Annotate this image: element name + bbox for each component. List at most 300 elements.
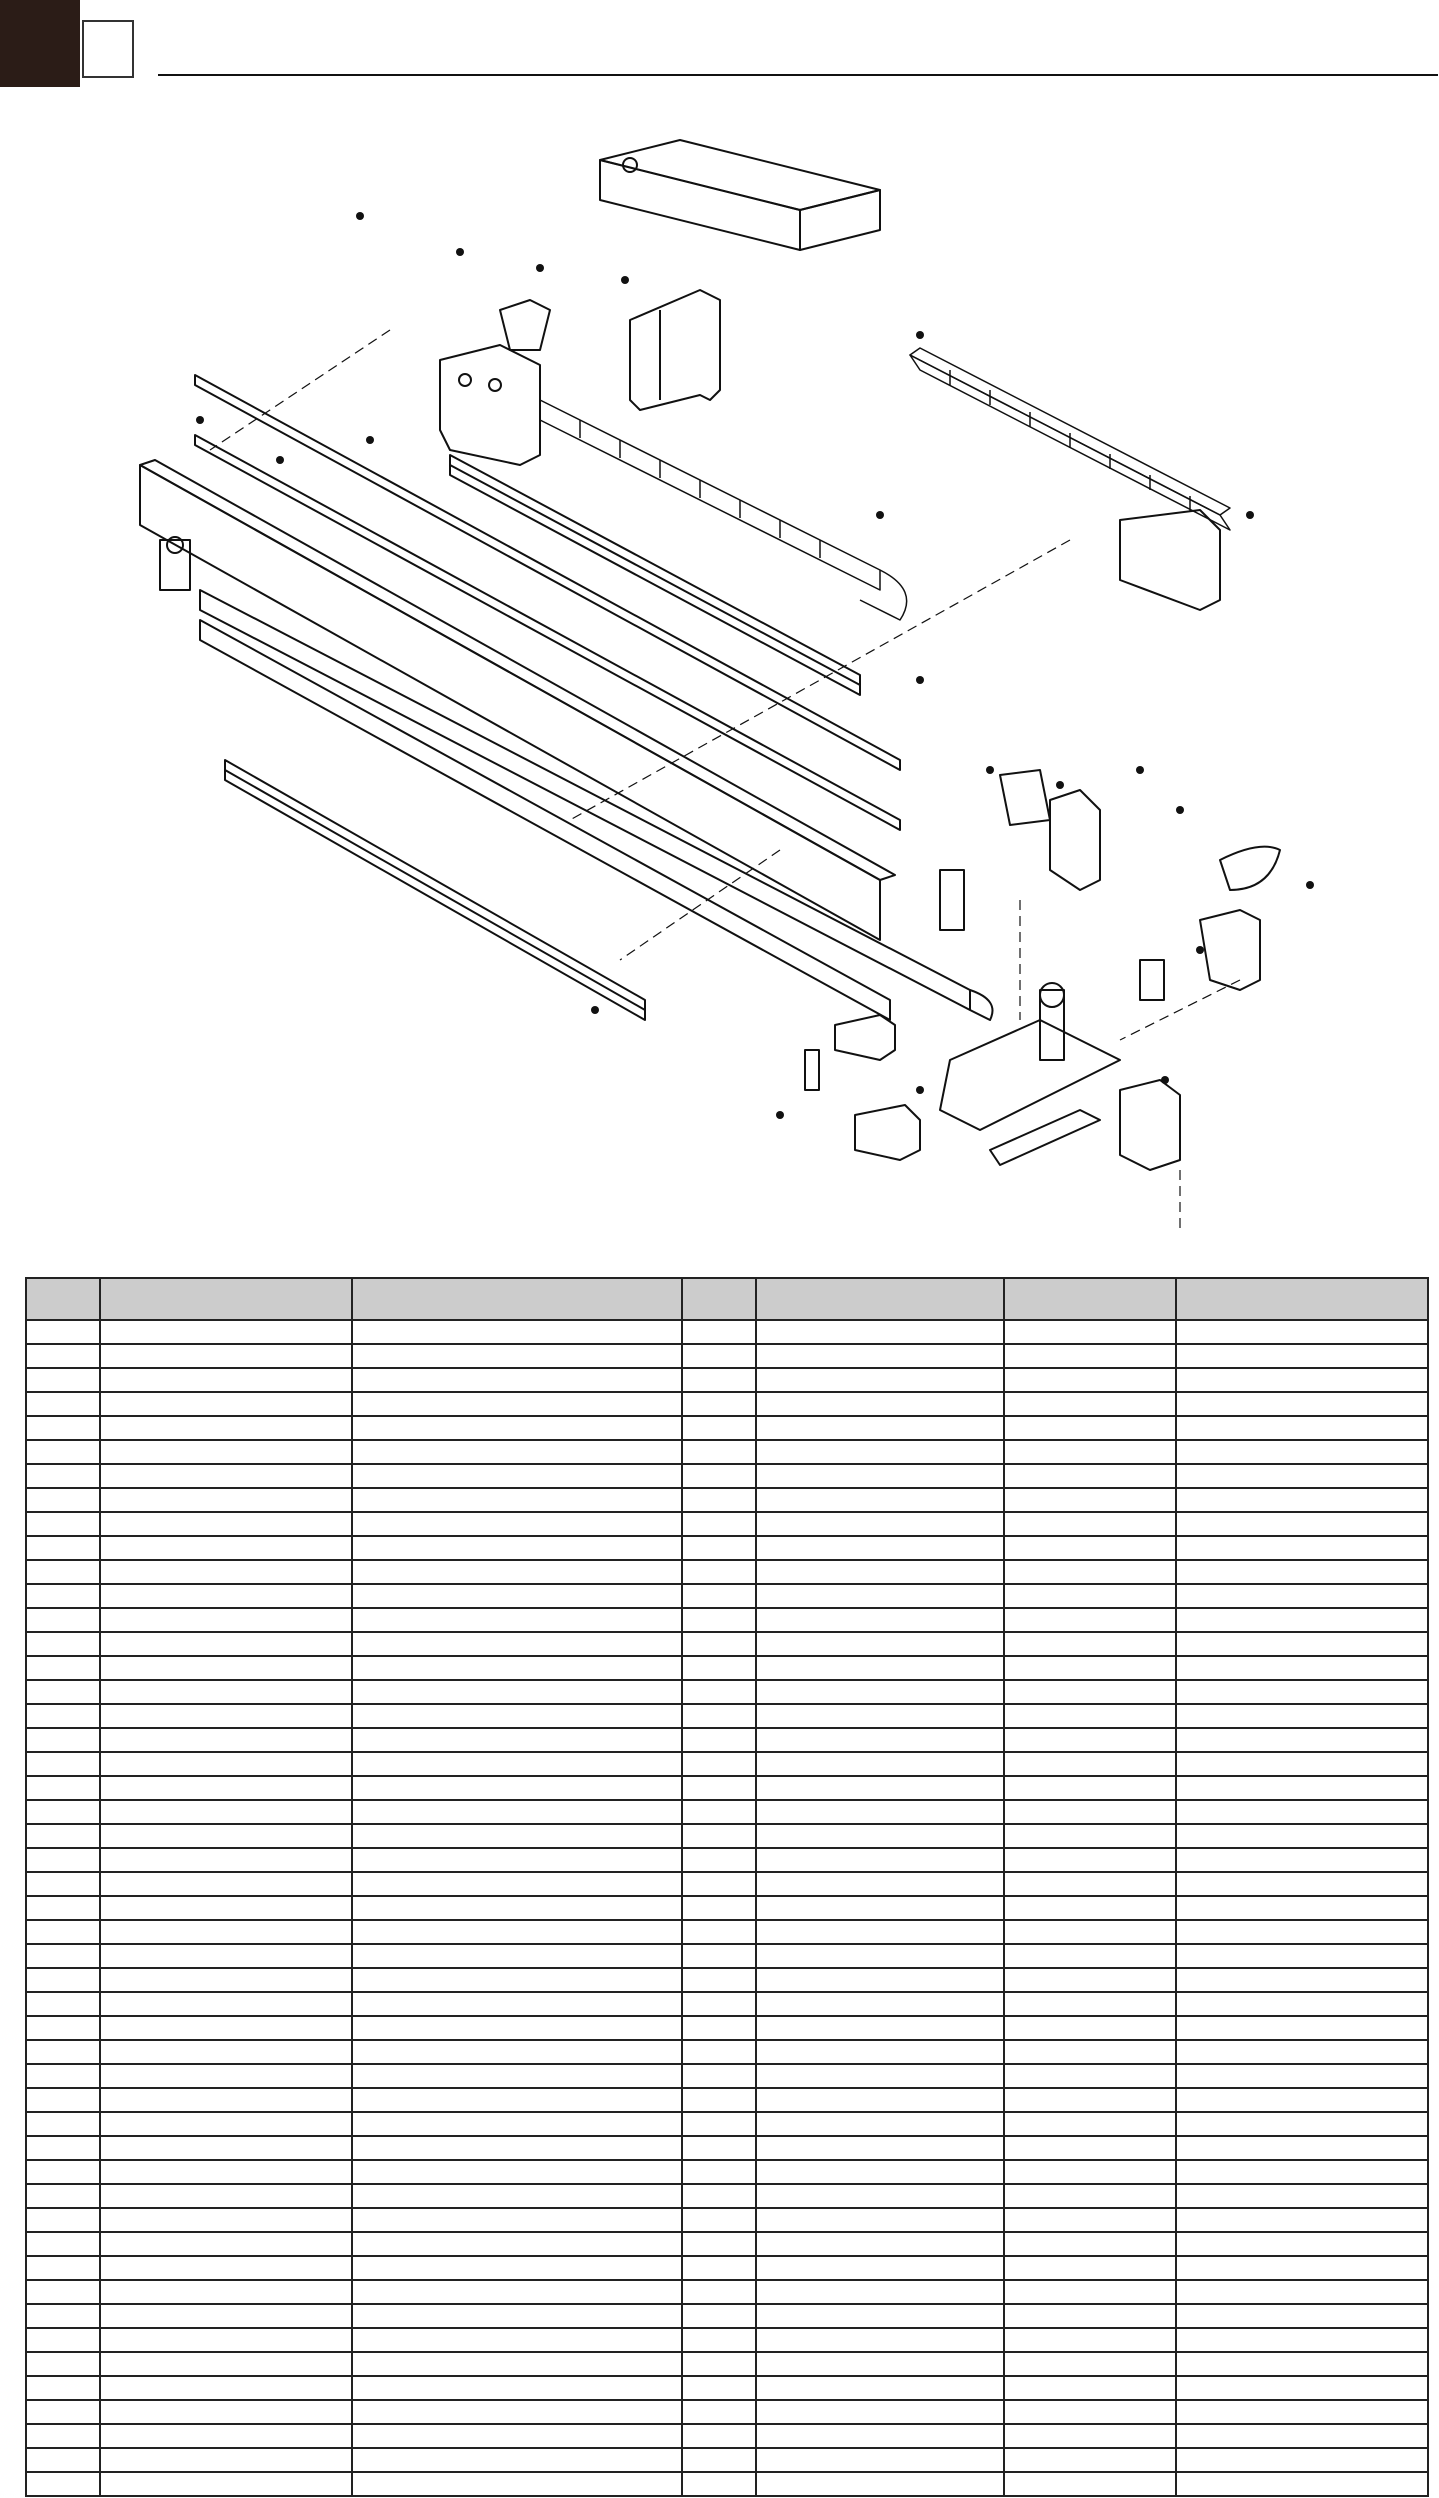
table-row (26, 2184, 1428, 2208)
table-cell (100, 1704, 352, 1728)
table-cell (100, 2088, 352, 2112)
table-cell (26, 1464, 100, 1488)
table-cell (682, 1728, 756, 1752)
table-row (26, 2472, 1428, 2496)
guide-block (1000, 770, 1050, 825)
table-cell (1004, 1656, 1176, 1680)
table-cell (1004, 1632, 1176, 1656)
lower-bracket (1120, 1080, 1180, 1170)
table-cell (682, 2040, 756, 2064)
table-cell (100, 2064, 352, 2088)
table-cell (1004, 1368, 1176, 1392)
table-cell (756, 1488, 1004, 1512)
table-cell (26, 1416, 100, 1440)
bottom-angle (225, 760, 645, 1020)
table-cell (682, 2112, 756, 2136)
table-cell (1176, 1488, 1428, 1512)
table-cell (1004, 2232, 1176, 2256)
table-cell (352, 1440, 682, 1464)
table-cell (1004, 1752, 1176, 1776)
table-cell (26, 1944, 100, 1968)
table-cell (1176, 1536, 1428, 1560)
table-cell (100, 1680, 352, 1704)
table-cell (352, 1992, 682, 2016)
table-cell (352, 1632, 682, 1656)
table-cell (682, 1920, 756, 1944)
table-cell (352, 1920, 682, 1944)
table-cell (352, 2424, 682, 2448)
table-cell (682, 1680, 756, 1704)
table-cell (756, 1344, 1004, 1368)
table-cell (100, 2232, 352, 2256)
table-cell (1176, 2112, 1428, 2136)
table-cell (100, 1776, 352, 1800)
table-cell (100, 1872, 352, 1896)
table-row (26, 1440, 1428, 1464)
table-cell (352, 2208, 682, 2232)
table-cell (682, 2160, 756, 2184)
table-cell (682, 1944, 756, 1968)
table-cell (26, 1968, 100, 1992)
table-cell (352, 1536, 682, 1560)
table-cell (1004, 1440, 1176, 1464)
table-cell (682, 1992, 756, 2016)
block-small (855, 1105, 920, 1160)
table-cell (756, 2040, 1004, 2064)
table-row (26, 1992, 1428, 2016)
table-cell (682, 2352, 756, 2376)
table-cell (756, 2352, 1004, 2376)
table-cell (100, 1944, 352, 1968)
table-cell (352, 1776, 682, 1800)
table-cell (26, 2184, 100, 2208)
table-cell (26, 2448, 100, 2472)
table-cell (1176, 2184, 1428, 2208)
table-cell (26, 1584, 100, 1608)
table-cell (352, 1944, 682, 1968)
table-cell (1004, 2112, 1176, 2136)
table-cell (1176, 2256, 1428, 2280)
table-cell (756, 2256, 1004, 2280)
table-row (26, 1488, 1428, 1512)
table-cell (1176, 1392, 1428, 1416)
table-cell (1004, 1728, 1176, 1752)
table-cell (352, 2088, 682, 2112)
table-cell (1176, 2136, 1428, 2160)
table-cell (100, 1992, 352, 2016)
table-row (26, 1512, 1428, 1536)
table-cell (352, 1752, 682, 1776)
table-row (26, 2136, 1428, 2160)
table-cell (1176, 1344, 1428, 1368)
table-cell (352, 2304, 682, 2328)
table-cell (100, 1800, 352, 1824)
col-header (26, 1278, 100, 1320)
table-row (26, 2256, 1428, 2280)
table-cell (1004, 1944, 1176, 1968)
main-beam (140, 460, 895, 940)
table-cell (756, 2136, 1004, 2160)
table-cell (352, 1512, 682, 1536)
table-cell (1176, 1320, 1428, 1344)
table-cell (352, 1728, 682, 1752)
table-cell (682, 2208, 756, 2232)
table-cell (682, 1584, 756, 1608)
table-row (26, 1536, 1428, 1560)
table-cell (352, 1824, 682, 1848)
table-cell (26, 1992, 100, 2016)
bracket-right (1200, 910, 1260, 990)
table-cell (682, 1896, 756, 1920)
table-cell (1004, 1488, 1176, 1512)
post (805, 1050, 819, 1090)
table-cell (1004, 2064, 1176, 2088)
table-cell (756, 2232, 1004, 2256)
title-rule (158, 74, 1438, 76)
table-cell (682, 1344, 756, 1368)
table-cell (1176, 1944, 1428, 1968)
table-row (26, 1680, 1428, 1704)
table-cell (352, 2232, 682, 2256)
table-row (26, 1752, 1428, 1776)
table-row (26, 1704, 1428, 1728)
table-cell (756, 1776, 1004, 1800)
table-cell (26, 2328, 100, 2352)
table-cell (26, 2472, 100, 2496)
table-cell (352, 1560, 682, 1584)
table-cell (756, 2448, 1004, 2472)
table-cell (682, 1392, 756, 1416)
table-cell (756, 2016, 1004, 2040)
table-cell (100, 2352, 352, 2376)
table-cell (1176, 1752, 1428, 1776)
section-tab-box (82, 20, 134, 78)
table-cell (756, 1608, 1004, 1632)
table-row (26, 1608, 1428, 1632)
table-cell (1004, 1560, 1176, 1584)
table-cell (100, 2328, 352, 2352)
table-cell (756, 2112, 1004, 2136)
table-cell (756, 1536, 1004, 1560)
table-cell (756, 1632, 1004, 1656)
table-body (26, 1320, 1428, 2496)
table-cell (1004, 1776, 1176, 1800)
table-cell (352, 2112, 682, 2136)
table-row (26, 1392, 1428, 1416)
table-row (26, 1920, 1428, 1944)
table-cell (682, 2064, 756, 2088)
table-cell (352, 2328, 682, 2352)
table-cell (1004, 1824, 1176, 1848)
table-cell (1004, 1872, 1176, 1896)
cable-chain-upper (910, 348, 1230, 530)
table-cell (1176, 1872, 1428, 1896)
table-cell (682, 2256, 756, 2280)
table-cell (26, 1872, 100, 1896)
table-cell (26, 1824, 100, 1848)
table-cell (100, 1560, 352, 1584)
table-cell (26, 2256, 100, 2280)
table-cell (1176, 1896, 1428, 1920)
table-cell (26, 1512, 100, 1536)
table-cell (1176, 1704, 1428, 1728)
table-cell (26, 1536, 100, 1560)
table-cell (100, 2280, 352, 2304)
table-cell (756, 1704, 1004, 1728)
table-row (26, 1896, 1428, 1920)
table-cell (26, 1656, 100, 1680)
table-cell (682, 1848, 756, 1872)
table-cell (352, 2184, 682, 2208)
table-cell (1176, 1776, 1428, 1800)
table-cell (1004, 1464, 1176, 1488)
table-cell (352, 2472, 682, 2496)
table-cell (352, 1704, 682, 1728)
table-cell (1176, 2352, 1428, 2376)
table-cell (352, 2256, 682, 2280)
table-cell (1176, 2160, 1428, 2184)
table-row (26, 1968, 1428, 1992)
table-cell (1004, 1848, 1176, 1872)
table-cell (756, 2304, 1004, 2328)
table-cell (100, 2160, 352, 2184)
table-cell (100, 2400, 352, 2424)
table-cell (1176, 2208, 1428, 2232)
base-plate (940, 1020, 1120, 1165)
table-cell (100, 2112, 352, 2136)
nozzle-cup (1220, 847, 1280, 890)
table-cell (26, 1560, 100, 1584)
table-row (26, 2208, 1428, 2232)
table-cell (1004, 2016, 1176, 2040)
top-cover-box (600, 140, 880, 250)
table-cell (1004, 2304, 1176, 2328)
table-cell (1176, 1680, 1428, 1704)
table-cell (756, 1752, 1004, 1776)
table-row (26, 2400, 1428, 2424)
table-cell (682, 1416, 756, 1440)
table-cell (100, 1824, 352, 1848)
table-cell (352, 2064, 682, 2088)
table-cell (756, 1848, 1004, 1872)
table-cell (682, 1824, 756, 1848)
table-cell (756, 2424, 1004, 2448)
table-cell (682, 1608, 756, 1632)
table-row (26, 2016, 1428, 2040)
table-cell (756, 2328, 1004, 2352)
table-cell (1176, 2064, 1428, 2088)
table-cell (682, 1776, 756, 1800)
table-cell (1176, 1584, 1428, 1608)
table-cell (1004, 1680, 1176, 1704)
table-row (26, 2448, 1428, 2472)
table-cell (26, 1344, 100, 1368)
col-header (682, 1278, 756, 1320)
table-cell (1004, 2448, 1176, 2472)
table-cell (1176, 2400, 1428, 2424)
center-bracket (630, 290, 720, 410)
table-cell (100, 1512, 352, 1536)
table-cell (1004, 1968, 1176, 1992)
table-cell (352, 2160, 682, 2184)
table-cell (1004, 1992, 1176, 2016)
table-row (26, 1656, 1428, 1680)
table-cell (26, 1728, 100, 1752)
table-cell (352, 2280, 682, 2304)
table-cell (100, 2040, 352, 2064)
cover-rail (200, 620, 890, 1020)
table-cell (26, 2400, 100, 2424)
table-cell (756, 1872, 1004, 1896)
table-cell (352, 1344, 682, 1368)
table-cell (100, 1848, 352, 1872)
table-cell (26, 1752, 100, 1776)
table-cell (682, 1800, 756, 1824)
table-cell (756, 1992, 1004, 2016)
table-cell (352, 1872, 682, 1896)
table-cell (1176, 1848, 1428, 1872)
table-cell (1176, 1440, 1428, 1464)
table-row (26, 1416, 1428, 1440)
table-cell (352, 1680, 682, 1704)
table-cell (26, 2352, 100, 2376)
table-row (26, 2352, 1428, 2376)
col-header (352, 1278, 682, 1320)
table-cell (756, 1560, 1004, 1584)
table-row (26, 2280, 1428, 2304)
table-cell (1004, 1536, 1176, 1560)
table-cell (1176, 1368, 1428, 1392)
table-cell (1004, 2040, 1176, 2064)
table-cell (756, 1968, 1004, 1992)
table-cell (682, 2400, 756, 2424)
table-cell (1004, 1896, 1176, 1920)
pedestal (835, 1015, 895, 1060)
table-cell (1004, 2256, 1176, 2280)
table-cell (756, 1368, 1004, 1392)
table-cell (1004, 2088, 1176, 2112)
table-cell (682, 2016, 756, 2040)
table-cell (1004, 1512, 1176, 1536)
table-cell (1004, 2160, 1176, 2184)
table-cell (1004, 1344, 1176, 1368)
table-cell (352, 1584, 682, 1608)
sensor-1 (940, 870, 964, 930)
table-cell (682, 1968, 756, 1992)
table-cell (1176, 1560, 1428, 1584)
table-cell (100, 2448, 352, 2472)
table-cell (756, 2184, 1004, 2208)
table-cell (1176, 1464, 1428, 1488)
table-row (26, 2160, 1428, 2184)
table-row (26, 2328, 1428, 2352)
table-cell (26, 2136, 100, 2160)
table-cell (682, 1704, 756, 1728)
table-cell (352, 1368, 682, 1392)
table-cell (756, 1944, 1004, 1968)
table-cell (26, 1488, 100, 1512)
table-cell (100, 1608, 352, 1632)
table-cell (756, 2208, 1004, 2232)
table-cell (100, 2376, 352, 2400)
table-cell (352, 1608, 682, 1632)
table-cell (26, 2280, 100, 2304)
table-cell (1004, 1320, 1176, 1344)
table-row (26, 1632, 1428, 1656)
table-cell (26, 1440, 100, 1464)
table-cell (100, 1584, 352, 1608)
table-cell (1004, 1584, 1176, 1608)
table-cell (1004, 1608, 1176, 1632)
table-cell (100, 2304, 352, 2328)
table-cell (682, 1368, 756, 1392)
table-cell (26, 2016, 100, 2040)
table-cell (100, 2472, 352, 2496)
col-header (1176, 1278, 1428, 1320)
screws (196, 212, 1314, 1119)
table-cell (352, 1848, 682, 1872)
table-cell (682, 2472, 756, 2496)
table-cell (1004, 1800, 1176, 1824)
table-row (26, 1368, 1428, 1392)
cable-chain-lower (540, 400, 907, 620)
table-cell (1004, 1392, 1176, 1416)
table-row (26, 1344, 1428, 1368)
table-cell (1176, 2040, 1428, 2064)
table-row (26, 2088, 1428, 2112)
table-cell (682, 1320, 756, 1344)
table-cell (26, 1680, 100, 1704)
table-cell (1004, 2208, 1176, 2232)
table-cell (1004, 2184, 1176, 2208)
table-cell (1176, 2424, 1428, 2448)
table-cell (756, 2280, 1004, 2304)
table-cell (1004, 2136, 1176, 2160)
table-cell (682, 2304, 756, 2328)
table-cell (1176, 2016, 1428, 2040)
table-row (26, 1848, 1428, 1872)
table-cell (682, 2424, 756, 2448)
table-cell (1176, 1800, 1428, 1824)
table-cell (756, 2400, 1004, 2424)
table-cell (756, 1584, 1004, 1608)
table-row (26, 2424, 1428, 2448)
table-row (26, 1824, 1428, 1848)
table-cell (1176, 1608, 1428, 1632)
table-cell (682, 1488, 756, 1512)
table-cell (352, 2352, 682, 2376)
table-cell (352, 2448, 682, 2472)
table-cell (26, 1632, 100, 1656)
table-row (26, 1584, 1428, 1608)
table-cell (756, 1440, 1004, 1464)
col-header (756, 1278, 1004, 1320)
table-cell (682, 2088, 756, 2112)
table-cell (682, 1512, 756, 1536)
table-cell (26, 2112, 100, 2136)
table-row (26, 1800, 1428, 1824)
table-cell (100, 1368, 352, 1392)
table-row (26, 2040, 1428, 2064)
table-cell (756, 1728, 1004, 1752)
table-cell (100, 1392, 352, 1416)
table-row (26, 2376, 1428, 2400)
table-cell (756, 1824, 1004, 1848)
table-cell (1176, 1992, 1428, 2016)
table-cell (26, 1848, 100, 1872)
table-cell (26, 2232, 100, 2256)
table-cell (682, 1872, 756, 1896)
